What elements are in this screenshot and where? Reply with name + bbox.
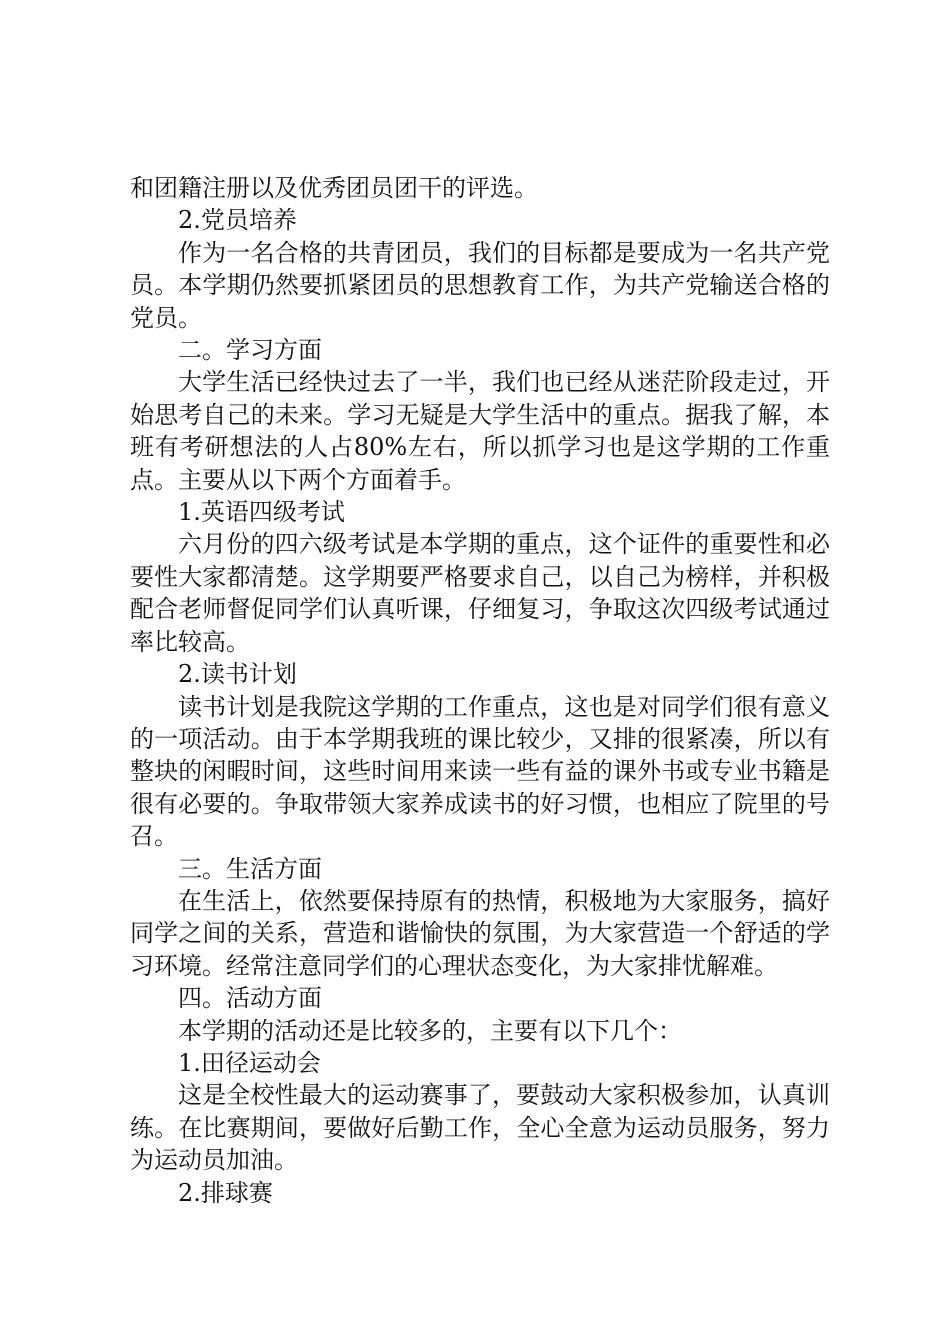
paragraph-continuation: 和团籍注册以及优秀团员团干的评选。 [130,174,538,202]
paragraph-track-meet: 这是全校性最大的运动赛事了，要鼓动大家积极参加，认真训练。在比赛期间，要做好后勤工作，全心全意为运动员服务，努力为运动员加油。 [130,1081,830,1175]
document-body [130,172,830,1209]
subheading-track-meet: 1.田径运动会 [178,1048,321,1077]
section-heading-activities: 四。活动方面 [178,984,322,1013]
paragraph-reading-plan: 读书计划是我院这学期的工作重点，这也是对同学们很有意义的一项活动。由于本学期我班的课比较少，又排的很紧凑，所以有整块的闲暇时间，这些时间用来读一些有益的课外书或专业书籍是很有必要的。争取带领大家养成读书的好习惯，也相应了院里的号召。 [130,692,830,851]
subheading-cet4: 1.英语四级考试 [178,498,345,527]
section-heading-study: 二。学习方面 [178,336,322,365]
subheading-volleyball: 2.排球赛 [178,1178,273,1207]
paragraph-party-training: 作为一名合格的共青团员，我们的目标都是要成为一名共产党员。本学期仍然要抓紧团员的思想教育工作，为共产党输送合格的党员。 [130,238,830,332]
subheading-reading-plan: 2.读书计划 [178,660,297,689]
paragraph-life: 在生活上，依然要保持原有的热情，积极地为大家服务，搞好同学之间的关系，营造和谐愉快的氛围，为大家营造一个舒适的学习环境。经常注意同学们的心理状态变化，为大家排忧解难。 [130,886,830,980]
subheading-party-training: 2.党员培养 [178,206,297,235]
paragraph-activities-intro: 本学期的活动还是比较多的，主要有以下几个： [178,1016,682,1045]
paragraph-cet4: 六月份的四六级考试是本学期的重点，这个证件的重要性和必要性大家都清楚。这学期要严格要求自己，以自己为榜样，并积极配合老师督促同学们认真听课，仔细复习，争取这次四级考试通过率比较高。 [130,530,830,656]
section-heading-life: 三。生活方面 [178,854,322,883]
paragraph-study: 大学生活已经快过去了一半，我们也已经从迷茫阶段走过，开始思考自己的未来。学习无疑是大学生活中的重点。据我了解，本班有考研想法的人占80%左右，所以抓学习也是这学期的工作重点。主要从以下两个方面着手。 [130,368,830,494]
